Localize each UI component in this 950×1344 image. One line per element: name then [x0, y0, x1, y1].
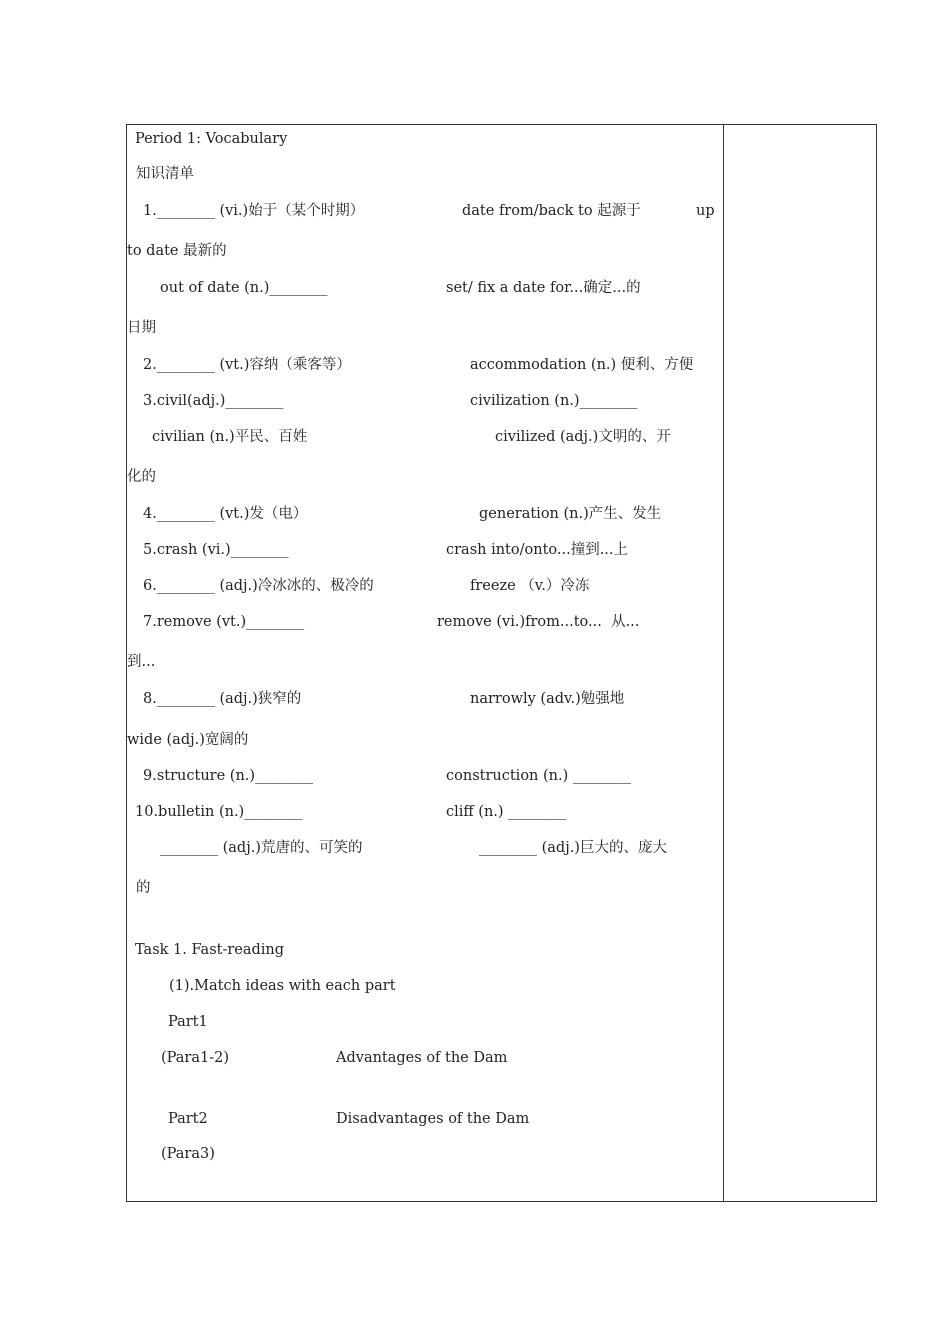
- part2-label: Part2: [168, 1111, 208, 1127]
- vocab-item-1-cont: to date 最新的: [127, 243, 227, 259]
- vocab-item-11: ________ (adj.)荒唐的、可笑的: [160, 840, 363, 856]
- section-title: 知识清单: [136, 166, 194, 182]
- part1-label: Part1: [168, 1014, 208, 1030]
- vocab-item-4: 4.________ (vt.)发（电）: [143, 506, 308, 522]
- vocab-item-3-civilian: civilian (n.)平民、百姓: [152, 429, 308, 445]
- period-title: Period 1: Vocabulary: [135, 131, 288, 147]
- vocab-item-5: 5.crash (vi.)________: [143, 542, 289, 558]
- vocab-item-9-construction: construction (n.) ________: [446, 768, 631, 784]
- vocab-item-8-wide: wide (adj.)宽阔的: [127, 732, 249, 748]
- vocab-item-4-generation: generation (n.)产生、发生: [479, 506, 662, 522]
- vocab-item-3-wrap: 化的: [127, 469, 156, 485]
- part2-paras: (Para3): [161, 1146, 215, 1162]
- vocab-item-8-narrowly: narrowly (adv.)勉强地: [470, 691, 625, 707]
- task-subtitle: (1).Match ideas with each part: [169, 978, 396, 994]
- vocab-item-10-cliff: cliff (n.) ________: [446, 804, 567, 820]
- idea-disadvantages: Disadvantages of the Dam: [336, 1111, 530, 1127]
- vocab-item-6: 6.________ (adj.)冷冰冰的、极冷的: [143, 578, 374, 594]
- idea-advantages: Advantages of the Dam: [336, 1050, 508, 1066]
- vocab-item-1-wrap: 日期: [127, 320, 156, 336]
- vocab-item-9: 9.structure (n.)________: [143, 768, 314, 784]
- vocab-item-2-related: accommodation (n.) 便利、方便: [470, 357, 694, 373]
- vocab-item-1-phrase: date from/back to 起源于: [462, 203, 641, 219]
- vocab-item-1-out-of-date: out of date (n.)________: [160, 280, 328, 296]
- vocab-item-1-up: up: [696, 203, 715, 219]
- vocab-item-1: 1.________ (vi.)始于（某个时期）: [143, 203, 365, 219]
- task-title: Task 1. Fast-reading: [135, 942, 285, 958]
- vocab-item-6-freeze: freeze （v.）冷冻: [470, 578, 590, 594]
- vocab-item-1-set-date: set/ fix a date for...确定...的: [446, 280, 641, 296]
- vocab-item-5-phrase: crash into/onto...撞到...上: [446, 542, 629, 558]
- vocab-item-7-phrase: remove (vi.)from...to... 从...: [437, 614, 640, 630]
- column-divider: [723, 124, 724, 1202]
- part1-paras: (Para1-2): [161, 1050, 229, 1066]
- vocab-item-10: 10.bulletin (n.)________: [135, 804, 303, 820]
- vocab-item-11-huge: ________ (adj.)巨大的、庞大: [479, 840, 667, 856]
- vocab-item-3-civilized: civilized (adj.)文明的、开: [495, 429, 671, 445]
- vocab-item-7: 7.remove (vt.)________: [143, 614, 305, 630]
- vocab-item-3-civilization: civilization (n.)________: [470, 393, 638, 409]
- vocab-item-3: 3.civil(adj.)________: [143, 393, 284, 409]
- vocab-item-2: 2.________ (vt.)容纳（乘客等）: [143, 357, 351, 373]
- vocab-item-7-wrap: 到...: [127, 654, 156, 670]
- vocab-item-11-wrap: 的: [136, 880, 151, 896]
- vocab-item-8: 8.________ (adj.)狭窄的: [143, 691, 302, 707]
